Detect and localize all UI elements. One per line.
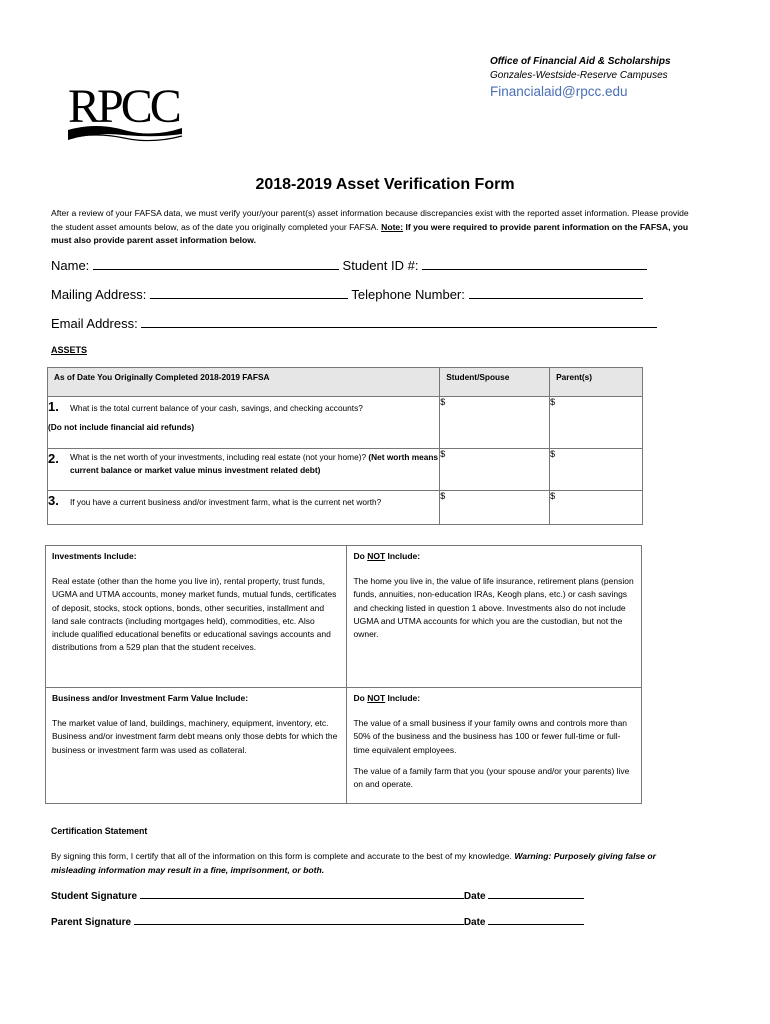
mailing-line[interactable]	[150, 287, 348, 299]
certification-statement: By signing this form, I certify that all of the information on this form is complete and accurate to the best of my knowledge.	[51, 851, 512, 861]
student-date-label: Date	[463, 891, 486, 902]
student-amount-1[interactable]: $	[440, 397, 550, 449]
student-date-line[interactable]	[488, 887, 584, 899]
parent-date-label: Date	[463, 917, 486, 928]
assets-header-row	[48, 368, 643, 397]
investments-include-cell	[46, 546, 347, 688]
col-parent: Parent(s)	[550, 368, 643, 397]
parent-amount-2[interactable]: $	[550, 449, 643, 491]
logo-graphic	[66, 82, 184, 144]
business-include-text: The market value of land, buildings, machinery, equipment, inventory, etc. Business and/or investment farm debt means only those debts for which the business or investment farm was used as collateral.	[52, 718, 338, 755]
student-amount-3[interactable]: $	[440, 491, 550, 525]
office-name: Office of Financial Aid & Scholarships	[490, 56, 671, 67]
student-signature-row[interactable]	[51, 887, 584, 902]
parent-date-line[interactable]	[488, 913, 584, 925]
question-number: 2.	[48, 451, 59, 466]
business-exclude-cell	[347, 688, 642, 804]
parent-signature-label: Parent Signature	[51, 917, 132, 928]
includes-table	[45, 545, 642, 804]
name-line[interactable]	[93, 258, 339, 270]
question-number: 1.	[48, 399, 59, 414]
question-text: What is the net worth of your investments, including real estate (not your home)?	[70, 452, 367, 462]
investments-row	[46, 546, 642, 688]
question-3	[48, 491, 440, 525]
email-line[interactable]	[141, 316, 657, 328]
parent-amount-3[interactable]: $	[550, 491, 643, 525]
certification-heading: Certification Statement	[51, 826, 148, 836]
business-exclude-text-1: The value of a small business if your family owns and controls more than 50% of the business and the business has 100 or fewer full-time or full-time equivalent employees.	[353, 718, 628, 755]
phone-line[interactable]	[469, 287, 643, 299]
certification-warning: Warning: Purposely giving false or misleading information may result in a fine, imprisonment, or both.	[51, 851, 657, 875]
business-include-cell	[46, 688, 347, 804]
table-row	[48, 397, 643, 449]
question-1-note: (Do not include financial aid refunds)	[48, 422, 195, 432]
student-id-line[interactable]	[422, 258, 647, 270]
student-signature-line[interactable]	[140, 887, 464, 899]
email-label: Email Address:	[51, 316, 138, 331]
investments-exclude-cell	[347, 546, 642, 688]
col-question: As of Date You Originally Completed 2018-2019 FAFSA	[48, 368, 440, 397]
parent-signature-row[interactable]	[51, 913, 584, 928]
student-amount-2[interactable]: $	[440, 449, 550, 491]
table-row	[48, 449, 643, 491]
student-signature-label: Student Signature	[51, 891, 138, 902]
name-label: Name:	[51, 258, 90, 273]
investments-exclude-text: The home you live in, the value of life insurance, retirement plans (pension funds, annuities, non-education IRAs, Keogh plans, etc.) or cash savings and checking listed in question 1 above. Investments also do not include UGMA and UTMA accounts for which you are the custodian, but not the owner.	[353, 576, 634, 640]
business-exclude-text-2: The value of a family farm that you (your spouse and/or your parents) live on and operate.	[353, 765, 630, 790]
address-field[interactable]	[51, 287, 643, 302]
mailing-label: Mailing Address:	[51, 287, 147, 302]
question-text: What is the total current balance of your cash, savings, and checking accounts?	[70, 403, 363, 413]
name-field[interactable]	[51, 258, 647, 273]
parent-signature-line[interactable]	[134, 913, 464, 925]
certification-text	[51, 850, 681, 877]
rpcc-logo	[66, 82, 184, 144]
col-student: Student/Spouse	[440, 368, 550, 397]
email-field[interactable]	[51, 316, 657, 331]
investments-include-heading: Investments Include:	[52, 551, 137, 561]
note-text: If you were required to provide parent information on the FAFSA, you must also provide parent asset information below.	[51, 221, 689, 245]
business-exclude-heading: Do NOT Include:	[353, 693, 421, 703]
business-row	[46, 688, 642, 804]
question-2-note: (Net worth means current balance or market value minus investment related debt)	[70, 452, 438, 475]
assets-table	[47, 367, 643, 525]
intro-text: After a review of your FAFSA data, we must verify your/your parent(s) asset information because discrepancies exist with the reported asset information. Please provide the student asset amounts below, as of the date you originally completed your FAFSA.	[51, 208, 689, 232]
logo-text: RPCC	[68, 82, 179, 133]
investments-include-text: Real estate (other than the home you live in), rental property, trust funds, UGMA and UTMA accounts, money market funds, mutual funds, certificates of deposit, stocks, stock options, bonds, other securities, installment and land sale contracts (including mortgages held), commodities, etc. Also include qualified educational benefits or educational savings accounts and distributions from a 529 plan that the student receives.	[52, 576, 337, 653]
investments-exclude-heading: Do NOT Include:	[353, 551, 421, 561]
parent-amount-1[interactable]: $	[550, 397, 643, 449]
form-title: 2018-2019 Asset Verification Form	[255, 176, 515, 193]
campuses: Gonzales-Westside-Reserve Campuses	[490, 70, 668, 81]
student-id-label: Student ID #:	[342, 258, 419, 273]
question-text: If you have a current business and/or investment farm, what is the current net worth?	[70, 497, 382, 507]
note-label: Note:	[381, 221, 404, 232]
intro-paragraph	[51, 207, 691, 248]
question-2	[48, 449, 440, 491]
assets-heading: ASSETS	[51, 345, 88, 355]
table-row	[48, 491, 643, 525]
contact-email[interactable]: Financialaid@rpcc.edu	[490, 84, 628, 99]
business-include-heading: Business and/or Investment Farm Value Include:	[52, 693, 249, 703]
question-number: 3.	[48, 493, 59, 508]
phone-label: Telephone Number:	[351, 287, 465, 302]
question-1	[48, 397, 440, 449]
